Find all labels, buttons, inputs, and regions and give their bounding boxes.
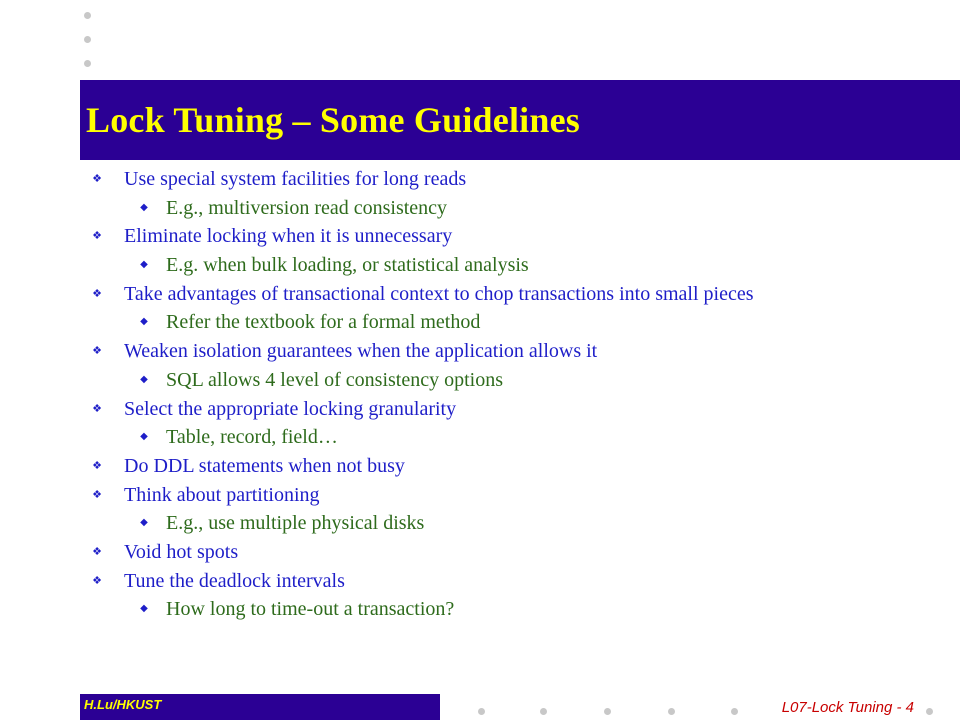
bullet-text: Weaken isolation guarantees when the application allows it xyxy=(124,340,598,363)
sub-bullet-item xyxy=(90,194,950,223)
sub-bullet-item xyxy=(90,366,950,395)
diamond-sub-bullet-icon: ◆ xyxy=(140,316,148,328)
sub-bullet-text: E.g. when bulk loading, or statistical analysis xyxy=(166,254,529,277)
bullet-item xyxy=(90,567,950,596)
sub-bullet-item xyxy=(90,423,950,452)
bullet-text: Take advantages of transactional context to chop transactions into small pieces xyxy=(124,282,754,305)
bullet-list xyxy=(90,165,950,624)
diamond-sub-bullet-icon: ◆ xyxy=(140,259,148,271)
decor-dot xyxy=(84,36,91,43)
decor-dot xyxy=(478,708,485,715)
sub-bullet-text: E.g., use multiple physical disks xyxy=(166,512,425,535)
decor-dot xyxy=(604,708,611,715)
diamond-sub-bullet-icon: ◆ xyxy=(140,431,148,443)
bullet-item xyxy=(90,280,950,309)
title-bar xyxy=(80,80,960,160)
bullet-item xyxy=(90,395,950,424)
bullet-text: Do DDL statements when not busy xyxy=(124,454,405,477)
bullet-item xyxy=(90,481,950,510)
bullet-item xyxy=(90,222,950,251)
decor-dot xyxy=(731,708,738,715)
sub-bullet-text: E.g., multiversion read consistency xyxy=(166,196,448,219)
decor-dot xyxy=(84,12,91,19)
decor-dot xyxy=(84,60,91,67)
sub-bullet-item xyxy=(90,509,950,538)
diamond-bullet-icon: ❖ xyxy=(92,173,102,185)
bullet-item xyxy=(90,452,950,481)
sub-bullet-text: Table, record, field… xyxy=(166,426,338,449)
diamond-bullet-icon: ❖ xyxy=(92,345,102,358)
sub-bullet-text: SQL allows 4 level of consistency options xyxy=(166,368,503,391)
sub-bullet-text: How long to time-out a transaction? xyxy=(166,598,455,621)
bullet-text: Tune the deadlock intervals xyxy=(124,569,345,592)
sub-bullet-text: Refer the textbook for a formal method xyxy=(166,311,481,334)
bullet-text: Select the appropriate locking granularity xyxy=(124,397,457,420)
sub-bullet-item xyxy=(90,595,950,624)
diamond-bullet-icon: ❖ xyxy=(92,459,102,472)
sub-bullet-item xyxy=(90,251,950,280)
diamond-sub-bullet-icon: ◆ xyxy=(140,201,148,213)
decor-dot xyxy=(668,708,675,715)
bullet-text: Eliminate locking when it is unnecessary xyxy=(124,225,453,248)
diamond-sub-bullet-icon: ◆ xyxy=(140,373,148,385)
diamond-bullet-icon: ❖ xyxy=(92,287,102,300)
sub-bullet-item xyxy=(90,308,950,337)
diamond-bullet-icon: ❖ xyxy=(92,545,102,558)
bullet-text: Use special system facilities for long reads xyxy=(124,168,467,190)
diamond-bullet-icon: ❖ xyxy=(92,488,102,501)
decor-dot xyxy=(926,708,933,715)
diamond-sub-bullet-icon: ◆ xyxy=(140,517,148,529)
page-label: L07-Lock Tuning - 4 xyxy=(781,699,914,716)
diamond-bullet-icon: ❖ xyxy=(92,402,102,415)
footer-bar xyxy=(80,694,440,720)
diamond-bullet-icon: ❖ xyxy=(92,574,102,587)
diamond-sub-bullet-icon: ◆ xyxy=(140,603,148,615)
bullet-item xyxy=(90,538,950,567)
bullet-item xyxy=(90,165,950,194)
decor-dot xyxy=(540,708,547,715)
bullet-item xyxy=(90,337,950,366)
footer-author: H.Lu/HKUST xyxy=(84,697,162,712)
slide-title: Lock Tuning – Some Guidelines xyxy=(86,100,580,140)
bullet-text: Think about partitioning xyxy=(124,483,320,506)
diamond-bullet-icon: ❖ xyxy=(92,230,102,243)
bullet-text: Void hot spots xyxy=(124,540,239,563)
